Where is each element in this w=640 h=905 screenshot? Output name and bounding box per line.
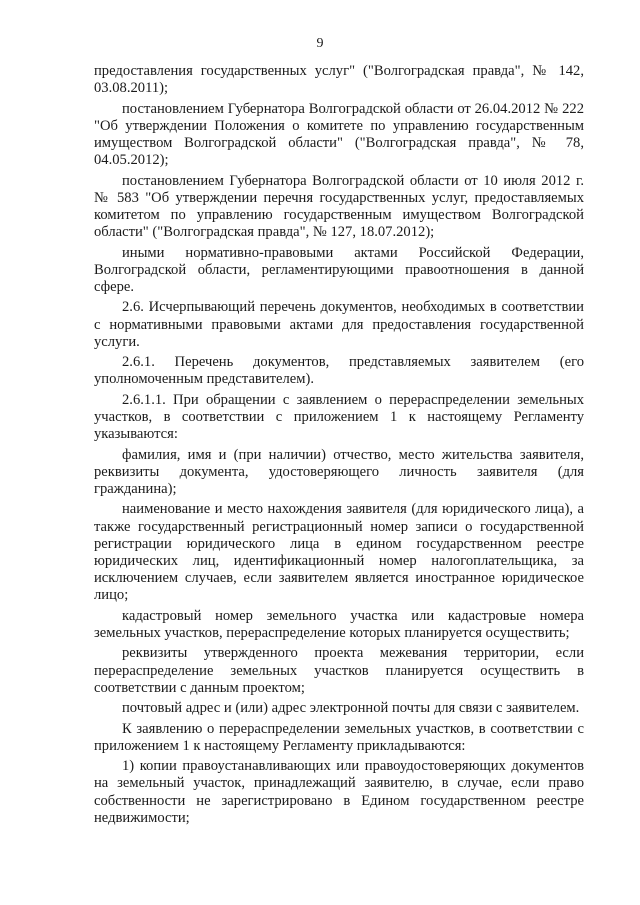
paragraph: иными нормативно-правовыми актами Российской Федерации, Волгоградской области, регламентирующими правоотношения в данной сфере. bbox=[94, 244, 584, 295]
paragraph: кадастровый номер земельного участка или кадастровые номера земельных участков, перераспределение которых планируется осуществить; bbox=[94, 607, 584, 641]
paragraph: постановлением Губернатора Волгоградской области от 26.04.2012 № 222 "Об утверждении Положения о комитете по управлению государственным имуществом Волгоградской области" ("Волгоградская правда", № 78, 04.05.2012); bbox=[94, 100, 584, 169]
document-body bbox=[94, 63, 584, 830]
page-number: 9 bbox=[316, 36, 324, 51]
paragraph: фамилия, имя и (при наличии) отчество, место жительства заявителя, реквизиты документа, удостоверяющего личность заявителя (для гражданина); bbox=[94, 446, 584, 497]
paragraph: постановлением Губернатора Волгоградской области от 10 июля 2012 г. № 583 "Об утверждении перечня государственных услуг, предоставляемых комитетом по управлению государственным имуществом Волгоградской области" ("Волгоградская правда", № 127, 18.07.2012); bbox=[94, 172, 584, 241]
paragraph: наименование и место нахождения заявителя (для юридического лица), а также государственный регистрационный номер записи о государственной регистрации юридического лица в едином государственном реестре юридических лиц, идентификационный номер налогоплательщика, за исключением случаев, если заявителем является иностранное юридическое лицо; bbox=[94, 501, 584, 604]
paragraph: реквизиты утвержденного проекта межевания территории, если перераспределение земельных участков планируется осуществить в соответствии с данным проектом; bbox=[94, 645, 584, 696]
paragraph: 2.6.1. Перечень документов, представляемых заявителем (его уполномоченным представителем). bbox=[94, 354, 584, 388]
paragraph: почтовый адрес и (или) адрес электронной почты для связи с заявителем. bbox=[122, 700, 580, 717]
paragraph: 2.6. Исчерпывающий перечень документов, необходимых в соответствии с нормативными правовыми актами для предоставления государственной услуги. bbox=[94, 299, 584, 350]
paragraph: предоставления государственных услуг" ("Волгоградская правда", № 142, 03.08.2011); bbox=[94, 63, 584, 97]
paragraph: 1) копии правоустанавливающих или правоудостоверяющих документов на земельный участок, принадлежащий заявителю, в случае, если право собственности не зарегистрировано в Едином государственном реестре недвижимости; bbox=[94, 758, 584, 826]
paragraph: 2.6.1.1. При обращении с заявлением о перераспределении земельных участков, в соответствии с приложением 1 к настоящему Регламенту указываются: bbox=[94, 391, 584, 443]
paragraph: К заявлению о перераспределении земельных участков, в соответствии с приложением 1 к настоящему Регламенту прикладываются: bbox=[94, 720, 584, 754]
